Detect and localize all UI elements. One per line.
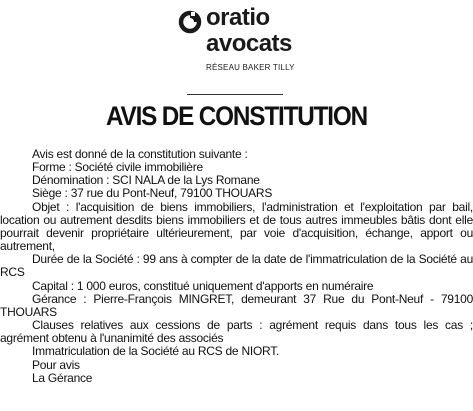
logo-text-oratio: oratio: [206, 4, 270, 31]
logo-network-text: RÉSEAU BAKER TILLY: [206, 63, 295, 72]
notice-paragraph: Dénomination : SCI NALA de la Lys Romane: [32, 173, 260, 188]
notice-paragraph: Objet : l'acquisition de biens immobiliers, l'administration et l'exploitation par bail, location ou autrement desdits biens immobiliers et de tous autres immeubles bâtis dont elle pourrait devenir propriétaire ultérieurement, par voie d'acquisition, échange, apport ou autrement,: [0, 199, 473, 254]
notice-paragraph: Clauses relatives aux cessions de parts : agrément requis dans tous les cas ; agrément obtenu à l'unanimité des associés: [0, 318, 473, 346]
notice-paragraph: Avis est donné de la constitution suivante :: [32, 147, 248, 161]
notice-paragraph: Siège : 37 rue du Pont-Neuf, 79100 THOUARS: [32, 186, 273, 201]
oratio-logo-mark-icon: [178, 10, 202, 34]
notice-paragraph: La Gérance: [32, 370, 93, 385]
notice-paragraph: Capital : 1 000 euros, constitué uniquement d'apports en numéraire: [32, 278, 374, 293]
notice-paragraph: Durée de la Société : 99 ans à compter de la date de l'immatriculation de la Société au RCS: [0, 252, 473, 280]
notice-paragraph: Pour avis: [32, 357, 80, 372]
oratio-logo: [178, 4, 308, 80]
notice-body: [0, 148, 473, 385]
notice-paragraph: Immatriculation de la Société au RCS de NIORT.: [32, 344, 280, 359]
notice-title: AVIS DE CONSTITUTION: [105, 101, 367, 131]
notice-paragraph: Forme : Société civile immobilière: [32, 160, 203, 175]
title-divider: [187, 94, 283, 95]
logo-text-avocats: avocats: [206, 30, 292, 57]
notice-paragraph: Gérance : Pierre-François MINGRET, demeurant 37 Rue du Pont-Neuf - 79100 THOUARS: [0, 291, 473, 319]
